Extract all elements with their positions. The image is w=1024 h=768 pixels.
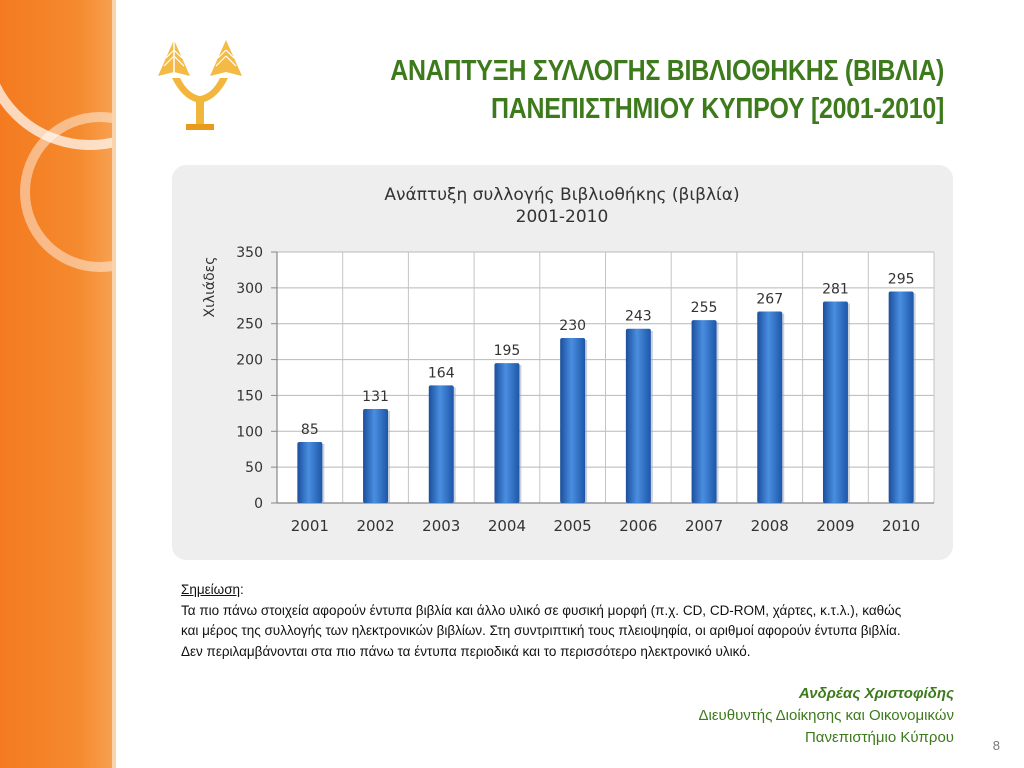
side-band-edge: [112, 0, 116, 768]
author-block: [699, 683, 954, 749]
note-line-2: και μέρος της συλλογής των ηλεκτρονικών βιβλίων. Στη συντριπτική τους πλειοψηφία, οι αριθμοί αφορούν έντυπα βιβλία.: [181, 623, 901, 638]
slide-title: [325, 52, 944, 128]
x-tick-label: 2007: [684, 517, 724, 535]
author-role: Διευθυντής Διοίκησης και Οικονομικών: [698, 707, 954, 724]
y-tick-label: 200: [236, 352, 263, 369]
note-line-1: Τα πιο πάνω στοιχεία αφορούν έντυπα βιβλία και άλλο υλικό σε φυσική μορφή (π.χ. CD, CD-ROM, χάρτες, κ.τ.λ.), καθώς: [181, 602, 902, 618]
slide-title-line2: ΠΑΝΕΠΙΣΤΗΜΙΟΥ ΚΥΠΡΟΥ [2001-2010]: [491, 93, 944, 125]
y-tick-label: 50: [245, 460, 263, 477]
x-tick-label: 2001: [290, 517, 329, 535]
x-tick-label: 2004: [487, 517, 527, 535]
bar-2010: [889, 291, 914, 503]
data-label: 281: [822, 281, 849, 298]
bar-2008: [757, 312, 782, 503]
university-logo-icon: [152, 36, 248, 132]
note-label: Σημείωση: [181, 582, 241, 597]
x-tick-label: 2008: [750, 517, 789, 535]
x-tick-label: 2009: [816, 517, 855, 535]
bar-2005: [560, 338, 585, 503]
decorative-side-band: [0, 0, 112, 768]
author-name: Ανδρέας Χριστοφίδης: [798, 685, 954, 702]
data-label: 85: [300, 422, 319, 439]
data-label: 243: [624, 308, 652, 325]
y-tick-label: 150: [236, 388, 263, 405]
bar-2004: [494, 363, 519, 503]
bar-2007: [692, 320, 717, 503]
y-tick-label: 250: [236, 316, 263, 333]
bar-2006: [626, 329, 651, 503]
chart-panel: [172, 165, 953, 560]
x-tick-label: 2002: [356, 517, 395, 535]
data-label: 164: [427, 365, 455, 382]
y-axis-label: Χιλιάδες: [202, 256, 218, 318]
y-tick-label: 0: [254, 496, 263, 512]
data-label: 195: [493, 343, 521, 360]
data-label: 255: [690, 300, 718, 317]
chart-subtitle: 2001-2010: [515, 207, 609, 227]
decorative-ring: [20, 112, 112, 272]
chart-title: Ανάπτυξη συλλογής Βιβλιοθήκης (βιβλία): [384, 185, 740, 205]
page-number: 8: [992, 738, 1000, 753]
author-organization: Πανεπιστήμιο Κύπρου: [804, 729, 954, 746]
data-label: 267: [756, 291, 784, 308]
bar-2009: [823, 301, 848, 503]
x-tick-label: 2005: [553, 517, 592, 535]
data-label: 295: [887, 271, 915, 288]
x-tick-label: 2003: [422, 517, 461, 535]
x-tick-label: 2010: [882, 517, 921, 535]
bar-2003: [429, 385, 454, 503]
note-block: [181, 580, 961, 662]
bar-2002: [363, 409, 388, 503]
slide-title-line1: ΑΝΑΠΤΥΞΗ ΣΥΛΛΟΓΗΣ ΒΙΒΛΙΟΘΗΚΗΣ (ΒΙΒΛΙΑ): [390, 55, 944, 87]
note-line-3: Δεν περιλαμβάνονται στα πιο πάνω τα έντυπα περιοδικά και το περισσότερο ηλεκτρονικό υλικό.: [181, 643, 751, 659]
y-tick-label: 100: [236, 424, 263, 441]
y-tick-label: 350: [236, 245, 263, 261]
x-tick-label: 2006: [619, 517, 658, 535]
bar-chart: [172, 165, 953, 560]
note-colon: :: [240, 582, 244, 597]
data-label: 131: [362, 389, 389, 406]
y-tick-label: 300: [236, 280, 263, 297]
bar-2001: [297, 442, 322, 503]
data-label: 230: [559, 318, 587, 335]
